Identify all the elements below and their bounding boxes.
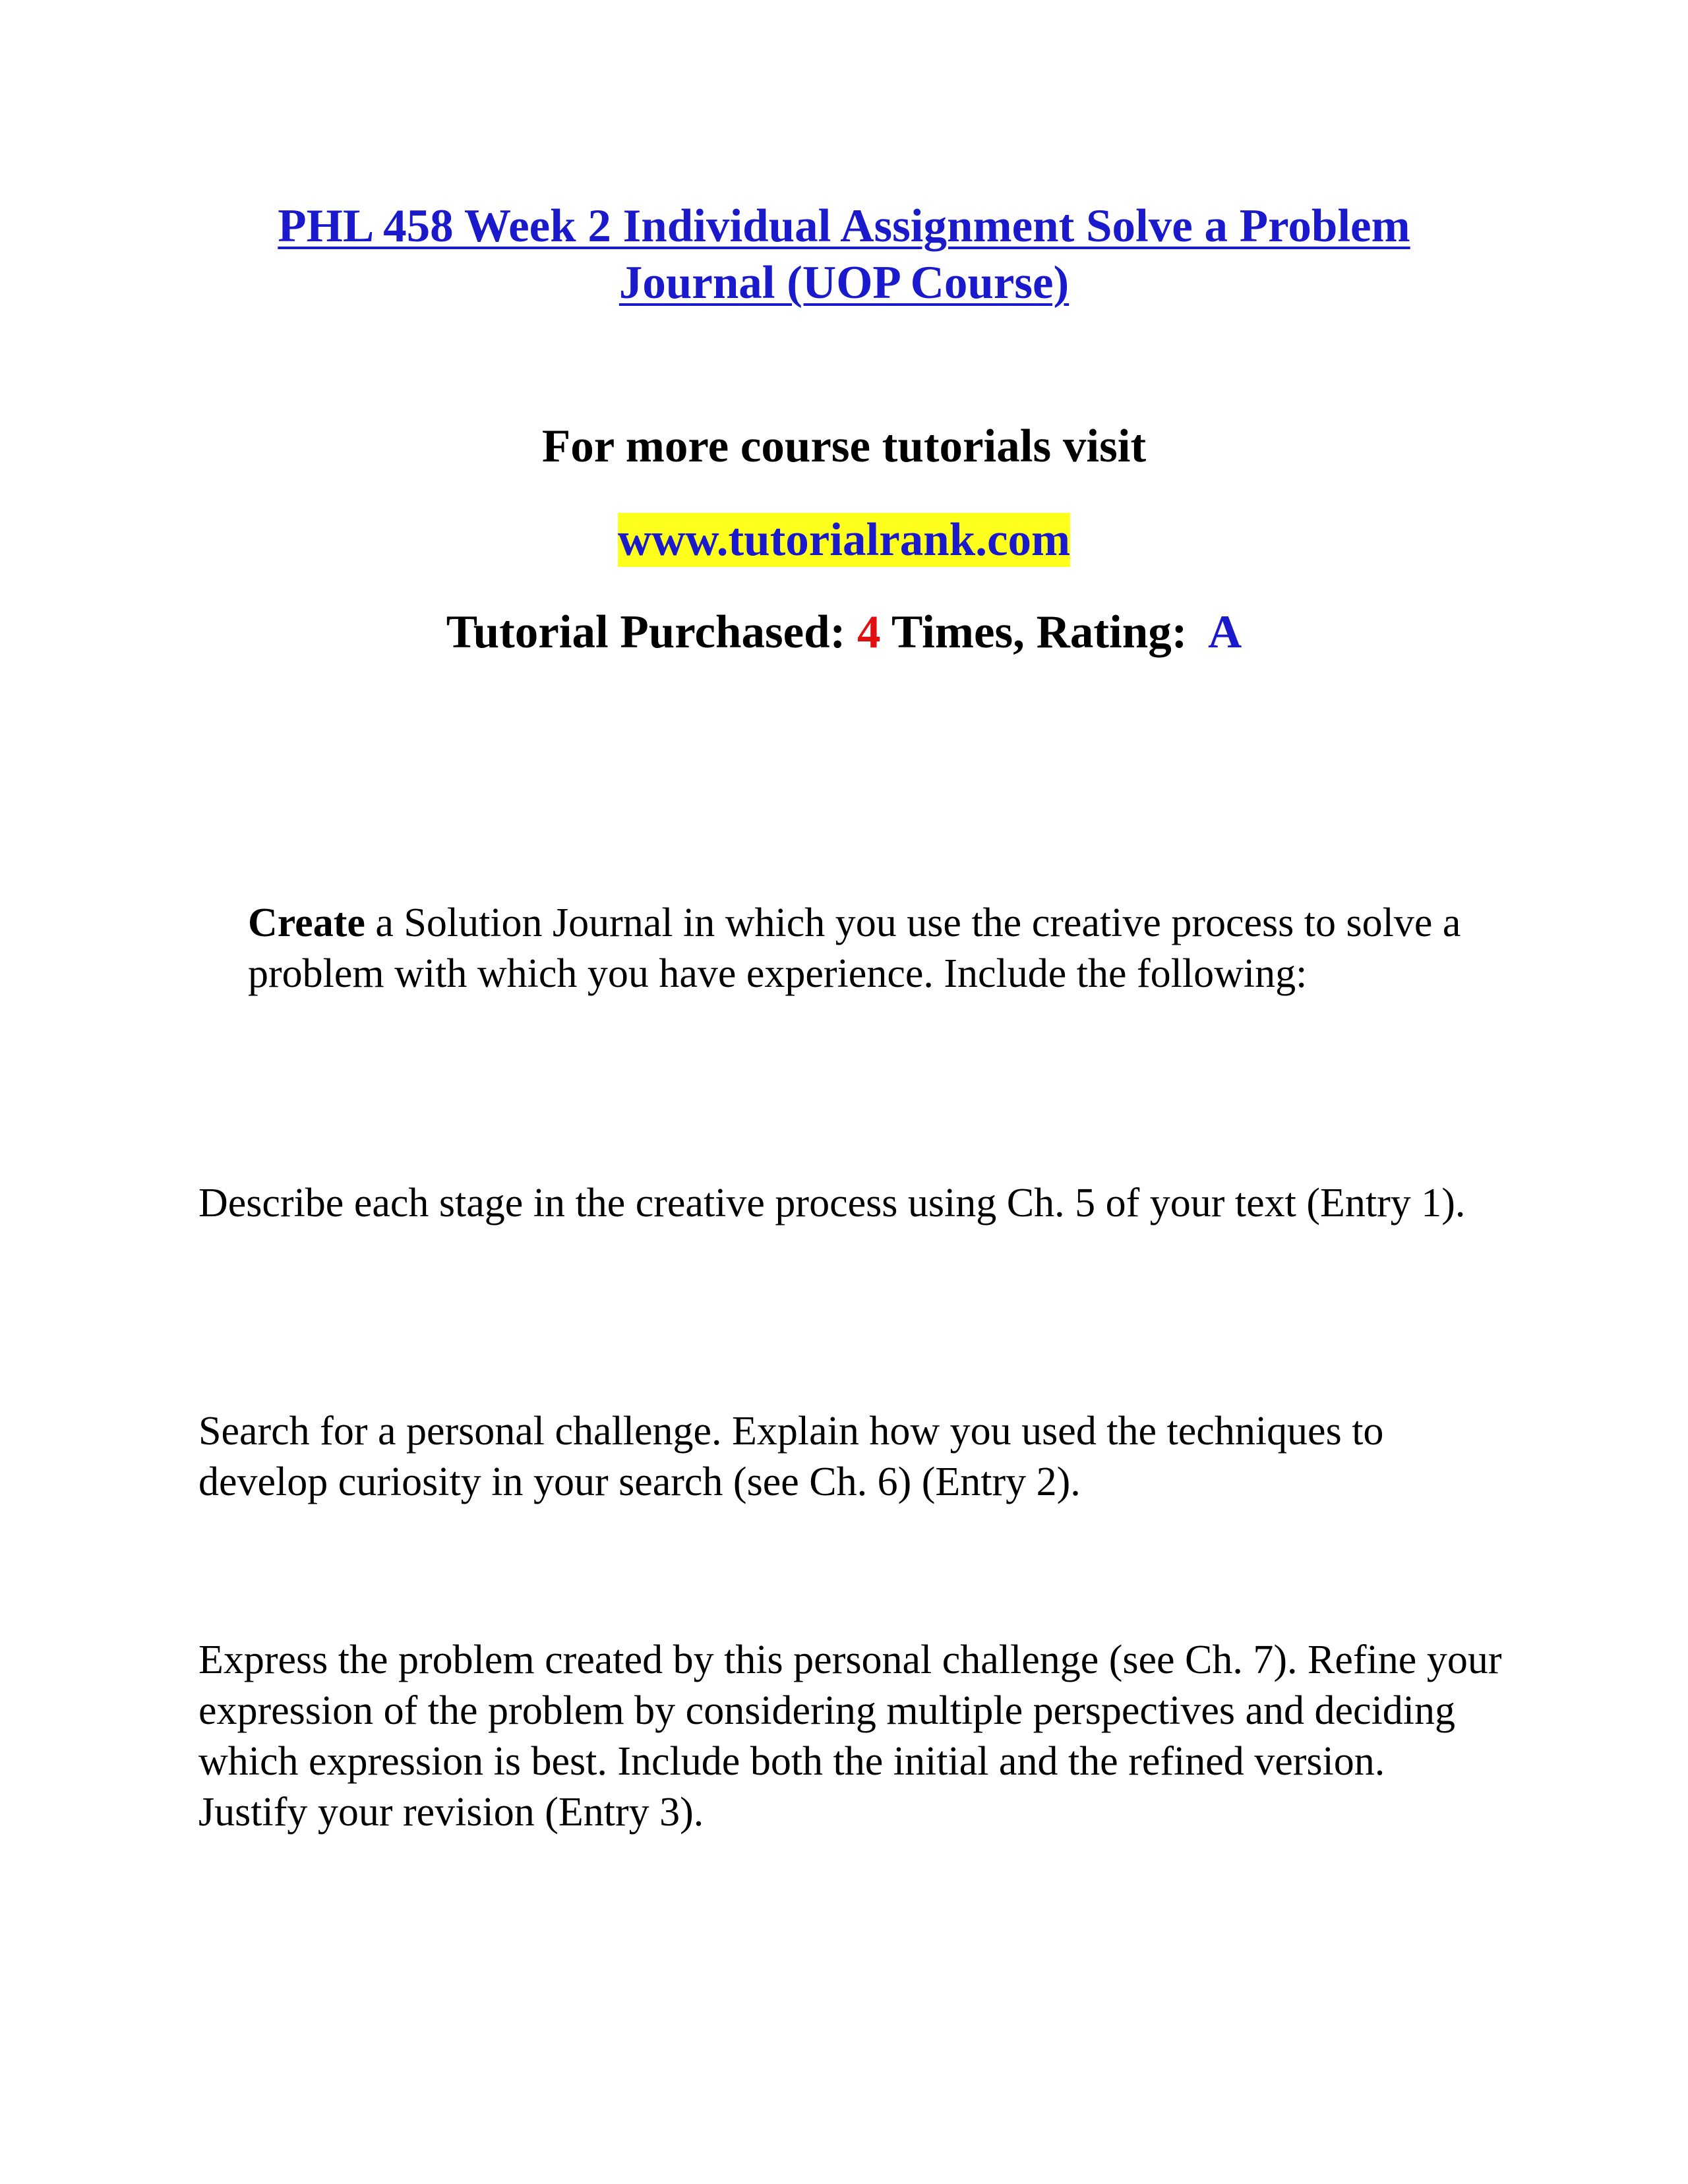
purchase-count: 4 — [857, 606, 881, 658]
purchase-middle: Times, Rating: — [880, 606, 1208, 658]
site-line — [198, 512, 1490, 568]
visit-text: For more course tutorials visit — [541, 421, 1147, 472]
rating-value: A — [1207, 606, 1242, 658]
intro-paragraph — [248, 898, 1501, 999]
intro-text: a Solution Journal in which you use the creative process to solve a problem with which you have experience. Include the following: — [248, 900, 1461, 996]
document-title — [198, 198, 1490, 311]
purchase-prefix: Tutorial Purchased: — [446, 606, 858, 658]
title-link[interactable] — [278, 200, 1410, 309]
entry-paragraph-3: Express the problem created by this personal challenge (see Ch. 7). Refine your expression of the problem by considering multiple perspectives and deciding which expression is best. Include both the initial and the refined version. Justify your revision (Entry 3). — [198, 1638, 1502, 1835]
title-line-1: PHL 458 Week 2 Individual Assignment Solve a Problem — [278, 200, 1410, 252]
entry-paragraph-1: Describe each stage in the creative process using Ch. 5 of your text (Entry 1). — [198, 1181, 1466, 1225]
entry-paragraph-2: Search for a personal challenge. Explain how you used the techniques to develop curiosity in your search (see Ch. 6) (Entry 2). — [198, 1409, 1384, 1504]
site-url-link[interactable]: www.tutorialrank.com — [617, 514, 1071, 566]
title-line-2: Journal (UOP Course) — [618, 257, 1070, 309]
purchase-info — [198, 604, 1490, 661]
intro-bold-word: Create — [248, 900, 365, 945]
